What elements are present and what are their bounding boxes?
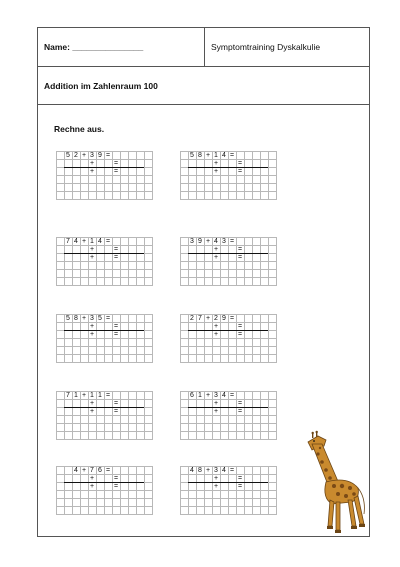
- step-input-cell[interactable]: [72, 167, 80, 175]
- step-input-cell[interactable]: [196, 167, 204, 175]
- plus-sign: +: [81, 238, 87, 245]
- step-input-cell[interactable]: [196, 474, 204, 482]
- first-addend-ones: 4: [74, 238, 78, 245]
- equals-sign: =: [113, 475, 119, 482]
- addition-task: [56, 391, 153, 440]
- step-result-cell[interactable]: [244, 482, 252, 490]
- step-input-cell[interactable]: [196, 159, 204, 167]
- step-input-cell[interactable]: [96, 322, 104, 330]
- equals-sign: =: [229, 238, 235, 245]
- step-result-cell[interactable]: [120, 330, 128, 338]
- result-cell[interactable]: [112, 466, 120, 474]
- plus-sign: +: [213, 160, 219, 167]
- topic-row: [38, 67, 369, 105]
- first-addend-tens: 7: [66, 392, 70, 399]
- plus-sign: +: [213, 254, 219, 261]
- second-addend-tens: 3: [90, 315, 94, 322]
- equals-sign: =: [237, 168, 243, 175]
- equals-sign: =: [105, 467, 111, 474]
- step-result-cell[interactable]: [120, 253, 128, 261]
- equals-sign: =: [229, 392, 235, 399]
- result-cell[interactable]: [120, 391, 128, 399]
- step-input-cell[interactable]: [96, 245, 104, 253]
- second-addend-ones: 1: [98, 392, 102, 399]
- plus-sign: +: [89, 160, 95, 167]
- step-result-cell[interactable]: [120, 399, 128, 407]
- plus-sign: +: [205, 315, 211, 322]
- result-cell[interactable]: [236, 314, 244, 322]
- first-addend-ones: 9: [198, 238, 202, 245]
- first-addend-tens: 5: [66, 152, 70, 159]
- step-input-cell[interactable]: [220, 474, 228, 482]
- plus-sign: +: [89, 246, 95, 253]
- plus-sign: +: [213, 168, 219, 175]
- plus-sign: +: [205, 238, 211, 245]
- result-cell[interactable]: [112, 237, 120, 245]
- first-addend-ones: 4: [74, 467, 78, 474]
- step-result-cell[interactable]: [244, 399, 252, 407]
- step-input-cell[interactable]: [96, 330, 104, 338]
- step-result-cell[interactable]: [244, 322, 252, 330]
- addition-task: [56, 237, 153, 286]
- result-cell[interactable]: [120, 314, 128, 322]
- step-input-cell[interactable]: [72, 330, 80, 338]
- plus-sign: +: [205, 467, 211, 474]
- result-cell[interactable]: [244, 314, 252, 322]
- step-input-cell[interactable]: [196, 407, 204, 415]
- equals-sign: =: [113, 246, 119, 253]
- second-addend-tens: 1: [214, 152, 218, 159]
- result-cell[interactable]: [244, 237, 252, 245]
- result-cell[interactable]: [120, 151, 128, 159]
- plus-sign: +: [89, 331, 95, 338]
- second-addend-tens: 7: [90, 467, 94, 474]
- plus-sign: +: [89, 408, 95, 415]
- step-input-cell[interactable]: [196, 253, 204, 261]
- step-input-cell[interactable]: [96, 407, 104, 415]
- second-addend-tens: 3: [90, 152, 94, 159]
- first-addend-tens: 2: [190, 315, 194, 322]
- equals-sign: =: [229, 467, 235, 474]
- header-row: [38, 28, 369, 67]
- plus-sign: +: [213, 323, 219, 330]
- plus-sign: +: [89, 483, 95, 490]
- addition-task: [56, 314, 153, 363]
- equals-sign: =: [237, 323, 243, 330]
- giraffe-icon: [290, 426, 370, 538]
- step-input-cell[interactable]: [220, 245, 228, 253]
- plus-sign: +: [205, 392, 211, 399]
- result-cell[interactable]: [236, 237, 244, 245]
- step-result-cell[interactable]: [120, 167, 128, 175]
- step-input-cell[interactable]: [220, 399, 228, 407]
- second-addend-ones: 5: [98, 315, 102, 322]
- equals-sign: =: [105, 392, 111, 399]
- plus-sign: +: [89, 475, 95, 482]
- step-result-cell[interactable]: [244, 474, 252, 482]
- second-addend-ones: 6: [98, 467, 102, 474]
- step-input-cell[interactable]: [196, 245, 204, 253]
- first-addend-tens: 6: [190, 392, 194, 399]
- step-input-cell[interactable]: [196, 399, 204, 407]
- step-input-cell[interactable]: [72, 253, 80, 261]
- first-addend-tens: 5: [190, 152, 194, 159]
- plus-sign: +: [89, 400, 95, 407]
- subject-label: Symptomtraining Dyskalkulie: [211, 42, 321, 52]
- step-input-cell[interactable]: [96, 167, 104, 175]
- plus-sign: +: [81, 392, 87, 399]
- equals-sign: =: [237, 475, 243, 482]
- equals-sign: =: [237, 160, 243, 167]
- plus-sign: +: [89, 254, 95, 261]
- addition-task: [180, 237, 277, 286]
- step-input-cell[interactable]: [96, 399, 104, 407]
- addition-task: [56, 466, 153, 515]
- equals-sign: =: [237, 246, 243, 253]
- result-cell[interactable]: [236, 391, 244, 399]
- first-addend-ones: 2: [74, 152, 78, 159]
- equals-sign: =: [237, 254, 243, 261]
- plus-sign: +: [89, 323, 95, 330]
- step-result-cell[interactable]: [120, 159, 128, 167]
- equals-sign: =: [229, 315, 235, 322]
- step-result-cell[interactable]: [244, 167, 252, 175]
- step-input-cell[interactable]: [96, 482, 104, 490]
- plus-sign: +: [81, 467, 87, 474]
- equals-sign: =: [105, 238, 111, 245]
- first-addend-ones: 1: [198, 392, 202, 399]
- equals-sign: =: [105, 152, 111, 159]
- first-addend-ones: 7: [198, 315, 202, 322]
- step-input-cell[interactable]: [96, 159, 104, 167]
- second-addend-tens: 3: [214, 392, 218, 399]
- step-input-cell[interactable]: [72, 399, 80, 407]
- addition-task: [180, 151, 277, 200]
- equals-sign: =: [237, 408, 243, 415]
- step-result-cell[interactable]: [244, 330, 252, 338]
- plus-sign: +: [89, 168, 95, 175]
- second-addend-tens: 1: [90, 238, 94, 245]
- plus-sign: +: [81, 315, 87, 322]
- equals-sign: =: [113, 331, 119, 338]
- plus-sign: +: [205, 152, 211, 159]
- plus-sign: +: [213, 408, 219, 415]
- plus-sign: +: [213, 400, 219, 407]
- step-result-cell[interactable]: [244, 407, 252, 415]
- topic-title: Addition im Zahlenraum 100: [44, 81, 158, 91]
- step-result-cell[interactable]: [244, 159, 252, 167]
- step-input-cell[interactable]: [72, 474, 80, 482]
- step-result-cell[interactable]: [120, 482, 128, 490]
- equals-sign: =: [113, 400, 119, 407]
- first-addend-ones: 1: [74, 392, 78, 399]
- plus-sign: +: [213, 483, 219, 490]
- step-result-cell[interactable]: [120, 474, 128, 482]
- equals-sign: =: [113, 160, 119, 167]
- step-input-cell[interactable]: [72, 245, 80, 253]
- step-input-cell[interactable]: [196, 330, 204, 338]
- result-cell[interactable]: [120, 466, 128, 474]
- second-addend-ones: 4: [222, 392, 226, 399]
- equals-sign: =: [113, 483, 119, 490]
- equals-sign: =: [105, 315, 111, 322]
- second-addend-ones: 4: [222, 152, 226, 159]
- step-input-cell[interactable]: [220, 253, 228, 261]
- first-addend-ones: 8: [198, 467, 202, 474]
- first-addend-ones: 8: [74, 315, 78, 322]
- step-input-cell[interactable]: [72, 159, 80, 167]
- equals-sign: =: [237, 400, 243, 407]
- second-addend-tens: 1: [90, 392, 94, 399]
- result-cell[interactable]: [244, 391, 252, 399]
- second-addend-tens: 4: [214, 238, 218, 245]
- equals-sign: =: [113, 323, 119, 330]
- step-input-cell[interactable]: [220, 407, 228, 415]
- result-cell[interactable]: [112, 151, 120, 159]
- step-result-cell[interactable]: [120, 322, 128, 330]
- first-addend-tens: 5: [66, 315, 70, 322]
- step-input-cell[interactable]: [220, 159, 228, 167]
- step-input-cell[interactable]: [72, 407, 80, 415]
- first-addend-ones: 8: [198, 152, 202, 159]
- step-input-cell[interactable]: [196, 482, 204, 490]
- result-cell[interactable]: [120, 237, 128, 245]
- result-cell[interactable]: [244, 151, 252, 159]
- addition-task: [180, 314, 277, 363]
- step-input-cell[interactable]: [196, 322, 204, 330]
- second-addend-tens: 3: [214, 467, 218, 474]
- result-cell[interactable]: [236, 466, 244, 474]
- name-field-label[interactable]: Name: _______________: [44, 42, 144, 52]
- step-result-cell[interactable]: [120, 407, 128, 415]
- step-result-cell[interactable]: [120, 245, 128, 253]
- plus-sign: +: [213, 475, 219, 482]
- step-input-cell[interactable]: [220, 322, 228, 330]
- equals-sign: =: [113, 168, 119, 175]
- result-cell[interactable]: [112, 314, 120, 322]
- step-input-cell[interactable]: [96, 253, 104, 261]
- addition-task: [180, 466, 277, 515]
- plus-sign: +: [213, 331, 219, 338]
- equals-sign: =: [237, 483, 243, 490]
- equals-sign: =: [237, 331, 243, 338]
- first-addend-tens: 7: [66, 238, 70, 245]
- result-cell[interactable]: [244, 466, 252, 474]
- addition-task: [180, 391, 277, 440]
- result-cell[interactable]: [112, 391, 120, 399]
- step-input-cell[interactable]: [220, 330, 228, 338]
- step-input-cell[interactable]: [220, 167, 228, 175]
- plus-sign: +: [81, 152, 87, 159]
- step-input-cell[interactable]: [220, 482, 228, 490]
- equals-sign: =: [113, 254, 119, 261]
- second-addend-ones: 4: [98, 238, 102, 245]
- result-cell[interactable]: [236, 151, 244, 159]
- equals-sign: =: [113, 408, 119, 415]
- second-addend-ones: 3: [222, 238, 226, 245]
- step-input-cell[interactable]: [72, 322, 80, 330]
- first-addend-tens: 4: [190, 467, 194, 474]
- step-input-cell[interactable]: [96, 474, 104, 482]
- equals-sign: =: [229, 152, 235, 159]
- second-addend-ones: 9: [98, 152, 102, 159]
- second-addend-ones: 9: [222, 315, 226, 322]
- instruction-text: Rechne aus.: [54, 124, 105, 134]
- step-input-cell[interactable]: [72, 482, 80, 490]
- step-result-cell[interactable]: [244, 245, 252, 253]
- second-addend-ones: 4: [222, 467, 226, 474]
- plus-sign: +: [213, 246, 219, 253]
- first-addend-tens: 3: [190, 238, 194, 245]
- header-divider: [204, 28, 205, 66]
- second-addend-tens: 2: [214, 315, 218, 322]
- step-result-cell[interactable]: [244, 253, 252, 261]
- addition-task: [56, 151, 153, 200]
